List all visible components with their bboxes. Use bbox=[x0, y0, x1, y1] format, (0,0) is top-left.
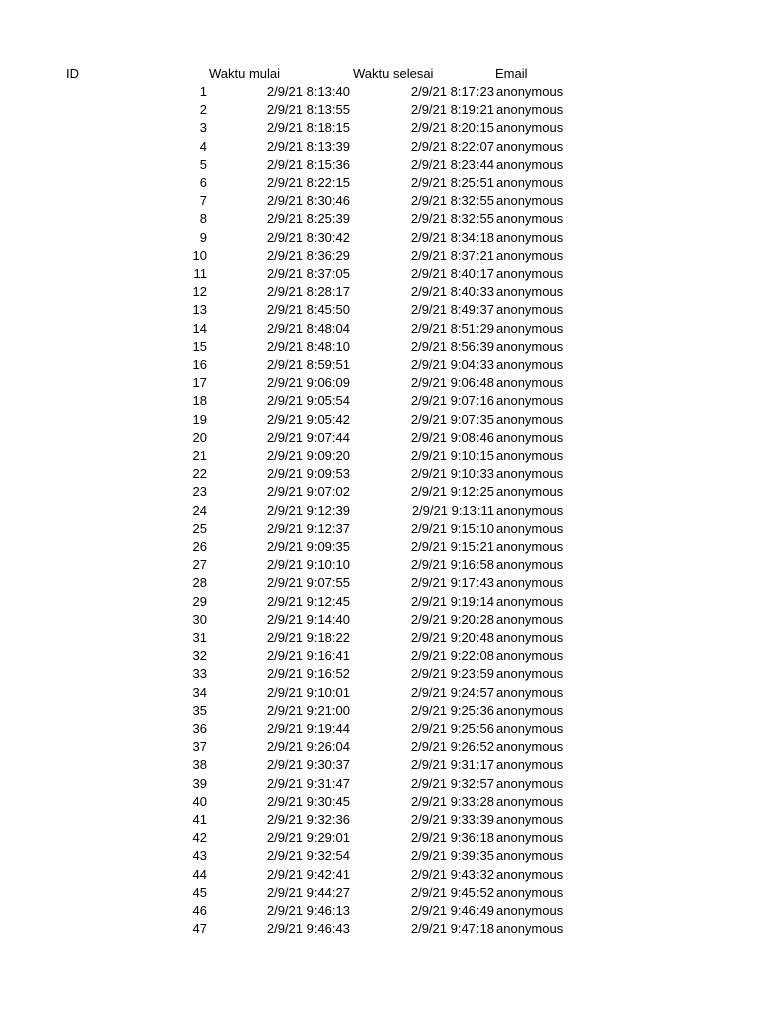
cell-end-time: 2/9/21 8:32:55 bbox=[410, 211, 494, 227]
cell-id: 27 bbox=[192, 557, 207, 573]
cell-id: 23 bbox=[192, 484, 207, 500]
cell-start-time: 2/9/21 8:13:55 bbox=[266, 102, 350, 118]
header-end-time: Waktu selesai bbox=[353, 66, 434, 81]
cell-start-time: 2/9/21 8:30:42 bbox=[266, 229, 350, 245]
cell-start-time: 2/9/21 8:48:04 bbox=[266, 320, 350, 336]
cell-id: 3 bbox=[199, 120, 207, 136]
cell-end-time: 2/9/21 9:20:48 bbox=[410, 630, 494, 645]
cell-id: 29 bbox=[192, 593, 207, 609]
cell-id: 41 bbox=[192, 812, 207, 827]
cell-id: 7 bbox=[199, 193, 207, 209]
cell-email: anonymous bbox=[496, 175, 564, 190]
cell-id: 19 bbox=[192, 411, 207, 427]
cell-start-time: 2/9/21 8:15:36 bbox=[266, 156, 350, 172]
cell-email: anonymous bbox=[496, 866, 564, 882]
cell-start-time: 2/9/21 8:30:46 bbox=[266, 193, 350, 209]
cell-email: anonymous bbox=[496, 702, 564, 718]
cell-email: anonymous bbox=[496, 247, 564, 263]
cell-id: 40 bbox=[192, 793, 207, 809]
cell-email: anonymous bbox=[496, 520, 564, 536]
cell-id: 38 bbox=[192, 757, 207, 773]
cell-email: anonymous bbox=[496, 466, 564, 482]
cell-start-time: 2/9/21 8:13:40 bbox=[266, 84, 350, 99]
cell-start-time: 2/9/21 9:29:01 bbox=[266, 830, 350, 846]
cell-end-time: 2/9/21 9:25:36 bbox=[410, 702, 494, 718]
cell-id: 36 bbox=[192, 721, 207, 736]
cell-start-time: 2/9/21 9:12:37 bbox=[266, 520, 350, 536]
cell-start-time: 2/9/21 9:32:54 bbox=[266, 848, 350, 864]
cell-email: anonymous bbox=[496, 557, 564, 573]
cell-id: 12 bbox=[192, 284, 207, 300]
cell-id: 34 bbox=[192, 684, 207, 700]
cell-id: 21 bbox=[192, 448, 207, 463]
cell-end-time: 2/9/21 9:25:56 bbox=[410, 721, 494, 736]
cell-end-time: 2/9/21 8:56:39 bbox=[410, 338, 494, 354]
cell-email: anonymous bbox=[496, 411, 564, 427]
cell-email: anonymous bbox=[496, 393, 564, 409]
cell-email: anonymous bbox=[496, 138, 564, 154]
cell-id: 2 bbox=[199, 102, 207, 118]
cell-end-time: 2/9/21 9:15:10 bbox=[410, 520, 494, 536]
cell-start-time: 2/9/21 9:21:00 bbox=[266, 702, 350, 718]
cell-email: anonymous bbox=[496, 921, 564, 937]
cell-email: anonymous bbox=[496, 448, 564, 463]
cell-email: anonymous bbox=[496, 84, 564, 99]
cell-start-time: 2/9/21 9:09:53 bbox=[266, 466, 350, 482]
cell-end-time: 2/9/21 8:32:55 bbox=[410, 193, 494, 209]
cell-end-time: 2/9/21 8:34:18 bbox=[410, 229, 494, 245]
cell-email: anonymous bbox=[496, 193, 564, 209]
cell-end-time: 2/9/21 8:19:21 bbox=[410, 102, 494, 118]
cell-email: anonymous bbox=[496, 539, 564, 554]
cell-start-time: 2/9/21 8:22:15 bbox=[266, 175, 350, 190]
cell-end-time: 2/9/21 8:20:15 bbox=[410, 120, 494, 136]
cell-id: 35 bbox=[192, 702, 207, 718]
cell-id: 11 bbox=[193, 266, 207, 281]
cell-start-time: 2/9/21 9:31:47 bbox=[266, 775, 350, 791]
cell-id: 26 bbox=[192, 539, 207, 554]
cell-email: anonymous bbox=[496, 630, 564, 645]
cell-end-time: 2/9/21 8:25:51 bbox=[410, 175, 494, 190]
cell-email: anonymous bbox=[496, 666, 564, 682]
cell-start-time: 2/9/21 9:16:41 bbox=[266, 648, 350, 664]
cell-start-time: 2/9/21 9:30:45 bbox=[266, 793, 350, 809]
cell-id: 16 bbox=[192, 357, 207, 372]
cell-start-time: 2/9/21 8:18:15 bbox=[266, 120, 350, 136]
cell-start-time: 2/9/21 9:07:55 bbox=[266, 575, 350, 591]
cell-start-time: 2/9/21 9:05:54 bbox=[266, 393, 350, 409]
cell-end-time: 2/9/21 8:40:17 bbox=[410, 266, 494, 281]
cell-id: 42 bbox=[192, 830, 207, 846]
cell-email: anonymous bbox=[496, 648, 564, 664]
cell-email: anonymous bbox=[496, 284, 564, 300]
cell-end-time: 2/9/21 9:33:39 bbox=[410, 812, 494, 827]
cell-id: 20 bbox=[192, 429, 207, 445]
cell-end-time: 2/9/21 8:23:44 bbox=[410, 156, 494, 172]
cell-id: 4 bbox=[199, 138, 207, 154]
cell-id: 17 bbox=[192, 375, 207, 391]
cell-id: 39 bbox=[192, 775, 207, 791]
cell-email: anonymous bbox=[496, 793, 564, 809]
cell-start-time: 2/9/21 9:10:01 bbox=[266, 684, 350, 700]
cell-end-time: 2/9/21 9:06:48 bbox=[410, 375, 494, 391]
cell-end-time: 2/9/21 9:33:28 bbox=[410, 793, 494, 809]
cell-end-time: 2/9/21 9:46:49 bbox=[410, 903, 494, 918]
cell-start-time: 2/9/21 8:45:50 bbox=[266, 302, 350, 318]
cell-end-time: 2/9/21 9:47:18 bbox=[410, 921, 494, 937]
cell-email: anonymous bbox=[496, 884, 564, 900]
cell-start-time: 2/9/21 9:14:40 bbox=[266, 611, 350, 627]
cell-end-time: 2/9/21 9:26:52 bbox=[410, 739, 494, 755]
cell-email: anonymous bbox=[496, 156, 564, 172]
cell-email: anonymous bbox=[496, 593, 564, 609]
cell-end-time: 2/9/21 9:10:15 bbox=[410, 448, 494, 463]
cell-email: anonymous bbox=[496, 721, 564, 736]
cell-start-time: 2/9/21 9:07:02 bbox=[266, 484, 350, 500]
cell-start-time: 2/9/21 9:42:41 bbox=[266, 866, 350, 882]
cell-email: anonymous bbox=[496, 757, 564, 773]
cell-start-time: 2/9/21 9:12:39 bbox=[266, 502, 350, 518]
cell-start-time: 2/9/21 9:06:09 bbox=[266, 375, 350, 391]
cell-start-time: 2/9/21 9:19:44 bbox=[266, 721, 350, 736]
cell-id: 9 bbox=[199, 229, 207, 245]
cell-id: 24 bbox=[192, 502, 207, 518]
cell-start-time: 2/9/21 9:32:36 bbox=[266, 812, 350, 827]
cell-end-time: 2/9/21 8:49:37 bbox=[410, 302, 494, 318]
cell-email: anonymous bbox=[496, 812, 564, 827]
cell-end-time: 2/9/21 9:32:57 bbox=[410, 775, 494, 791]
cell-start-time: 2/9/21 8:36:29 bbox=[266, 247, 350, 263]
cell-id: 37 bbox=[192, 739, 207, 755]
cell-end-time: 2/9/21 9:07:35 bbox=[410, 411, 494, 427]
cell-id: 32 bbox=[192, 648, 207, 664]
cell-id: 47 bbox=[192, 921, 207, 937]
cell-email: anonymous bbox=[496, 375, 564, 391]
header-email: Email bbox=[495, 66, 528, 81]
cell-id: 44 bbox=[192, 866, 207, 882]
cell-end-time: 2/9/21 9:23:59 bbox=[410, 666, 494, 682]
cell-email: anonymous bbox=[496, 575, 564, 591]
cell-start-time: 2/9/21 9:16:52 bbox=[266, 666, 350, 682]
cell-end-time: 2/9/21 9:17:43 bbox=[410, 575, 494, 591]
cell-end-time: 2/9/21 9:15:21 bbox=[410, 539, 494, 554]
cell-start-time: 2/9/21 8:28:17 bbox=[266, 284, 350, 300]
cell-end-time: 2/9/21 8:40:33 bbox=[410, 284, 494, 300]
cell-start-time: 2/9/21 9:07:44 bbox=[266, 429, 350, 445]
cell-end-time: 2/9/21 9:19:14 bbox=[410, 593, 494, 609]
cell-email: anonymous bbox=[496, 739, 564, 755]
cell-email: anonymous bbox=[496, 266, 564, 281]
cell-id: 1 bbox=[199, 84, 207, 99]
cell-end-time: 2/9/21 8:37:21 bbox=[410, 247, 494, 263]
cell-id: 45 bbox=[192, 884, 207, 900]
cell-end-time: 2/9/21 9:07:16 bbox=[410, 393, 494, 409]
cell-start-time: 2/9/21 9:12:45 bbox=[266, 593, 350, 609]
cell-end-time: 2/9/21 9:04:33 bbox=[410, 357, 494, 372]
cell-end-time: 2/9/21 8:17:23 bbox=[410, 84, 494, 99]
cell-id: 25 bbox=[192, 520, 207, 536]
cell-email: anonymous bbox=[496, 320, 564, 336]
cell-end-time: 2/9/21 9:36:18 bbox=[410, 830, 494, 846]
cell-email: anonymous bbox=[496, 357, 564, 372]
cell-email: anonymous bbox=[496, 120, 564, 136]
cell-id: 31 bbox=[192, 630, 207, 645]
cell-start-time: 2/9/21 8:37:05 bbox=[266, 266, 350, 281]
cell-start-time: 2/9/21 9:05:42 bbox=[266, 411, 350, 427]
cell-email: anonymous bbox=[496, 211, 564, 227]
cell-end-time: 2/9/21 9:45:52 bbox=[410, 884, 494, 900]
cell-id: 6 bbox=[199, 175, 207, 190]
cell-email: anonymous bbox=[496, 102, 564, 118]
cell-start-time: 2/9/21 9:10:10 bbox=[266, 557, 350, 573]
cell-id: 13 bbox=[192, 302, 207, 318]
cell-start-time: 2/9/21 9:46:43 bbox=[266, 921, 350, 937]
cell-id: 28 bbox=[192, 575, 207, 591]
cell-end-time: 2/9/21 9:39:35 bbox=[410, 848, 494, 864]
cell-start-time: 2/9/21 8:13:39 bbox=[266, 138, 350, 154]
cell-end-time: 2/9/21 8:22:07 bbox=[410, 138, 494, 154]
cell-email: anonymous bbox=[496, 502, 564, 518]
cell-end-time: 2/9/21 9:24:57 bbox=[410, 684, 494, 700]
cell-email: anonymous bbox=[496, 684, 564, 700]
cell-end-time: 2/9/21 9:20:28 bbox=[410, 611, 494, 627]
cell-start-time: 2/9/21 9:46:13 bbox=[266, 903, 350, 918]
cell-end-time: 2/9/21 8:51:29 bbox=[410, 320, 494, 336]
cell-end-time: 2/9/21 9:43:32 bbox=[410, 866, 494, 882]
cell-start-time: 2/9/21 9:09:20 bbox=[266, 448, 350, 463]
cell-end-time: 2/9/21 9:12:25 bbox=[410, 484, 494, 500]
cell-id: 18 bbox=[192, 393, 207, 409]
cell-id: 5 bbox=[199, 156, 207, 172]
cell-end-time: 2/9/21 9:22:08 bbox=[410, 648, 494, 664]
cell-email: anonymous bbox=[496, 830, 564, 846]
cell-email: anonymous bbox=[496, 338, 564, 354]
cell-end-time: 2/9/21 9:10:33 bbox=[410, 466, 494, 482]
cell-id: 33 bbox=[192, 666, 207, 682]
cell-id: 15 bbox=[192, 338, 207, 354]
cell-id: 30 bbox=[192, 611, 207, 627]
cell-end-time: 2/9/21 9:16:58 bbox=[410, 557, 494, 573]
cell-email: anonymous bbox=[496, 429, 564, 445]
cell-id: 22 bbox=[192, 466, 207, 482]
cell-email: anonymous bbox=[496, 903, 564, 918]
cell-email: anonymous bbox=[496, 484, 564, 500]
cell-id: 10 bbox=[192, 247, 207, 263]
cell-id: 46 bbox=[192, 903, 207, 918]
cell-end-time: 2/9/21 9:13:11 bbox=[411, 502, 494, 518]
cell-start-time: 2/9/21 9:44:27 bbox=[266, 884, 350, 900]
cell-email: anonymous bbox=[496, 302, 564, 318]
header-start-time: Waktu mulai bbox=[209, 66, 281, 81]
header-id: ID bbox=[66, 66, 79, 81]
cell-end-time: 2/9/21 9:31:17 bbox=[410, 757, 494, 773]
cell-start-time: 2/9/21 8:25:39 bbox=[266, 211, 350, 227]
cell-start-time: 2/9/21 8:59:51 bbox=[266, 357, 350, 372]
cell-email: anonymous bbox=[496, 775, 564, 791]
cell-start-time: 2/9/21 9:09:35 bbox=[266, 539, 350, 554]
cell-id: 14 bbox=[192, 320, 207, 336]
cell-id: 43 bbox=[192, 848, 207, 864]
cell-start-time: 2/9/21 9:18:22 bbox=[266, 630, 350, 645]
cell-email: anonymous bbox=[496, 229, 564, 245]
cell-id: 8 bbox=[199, 211, 207, 227]
cell-start-time: 2/9/21 9:30:37 bbox=[266, 757, 350, 773]
cell-email: anonymous bbox=[496, 848, 564, 864]
cell-start-time: 2/9/21 9:26:04 bbox=[266, 739, 350, 755]
cell-start-time: 2/9/21 8:48:10 bbox=[266, 338, 350, 354]
cell-email: anonymous bbox=[496, 611, 564, 627]
cell-end-time: 2/9/21 9:08:46 bbox=[410, 429, 494, 445]
